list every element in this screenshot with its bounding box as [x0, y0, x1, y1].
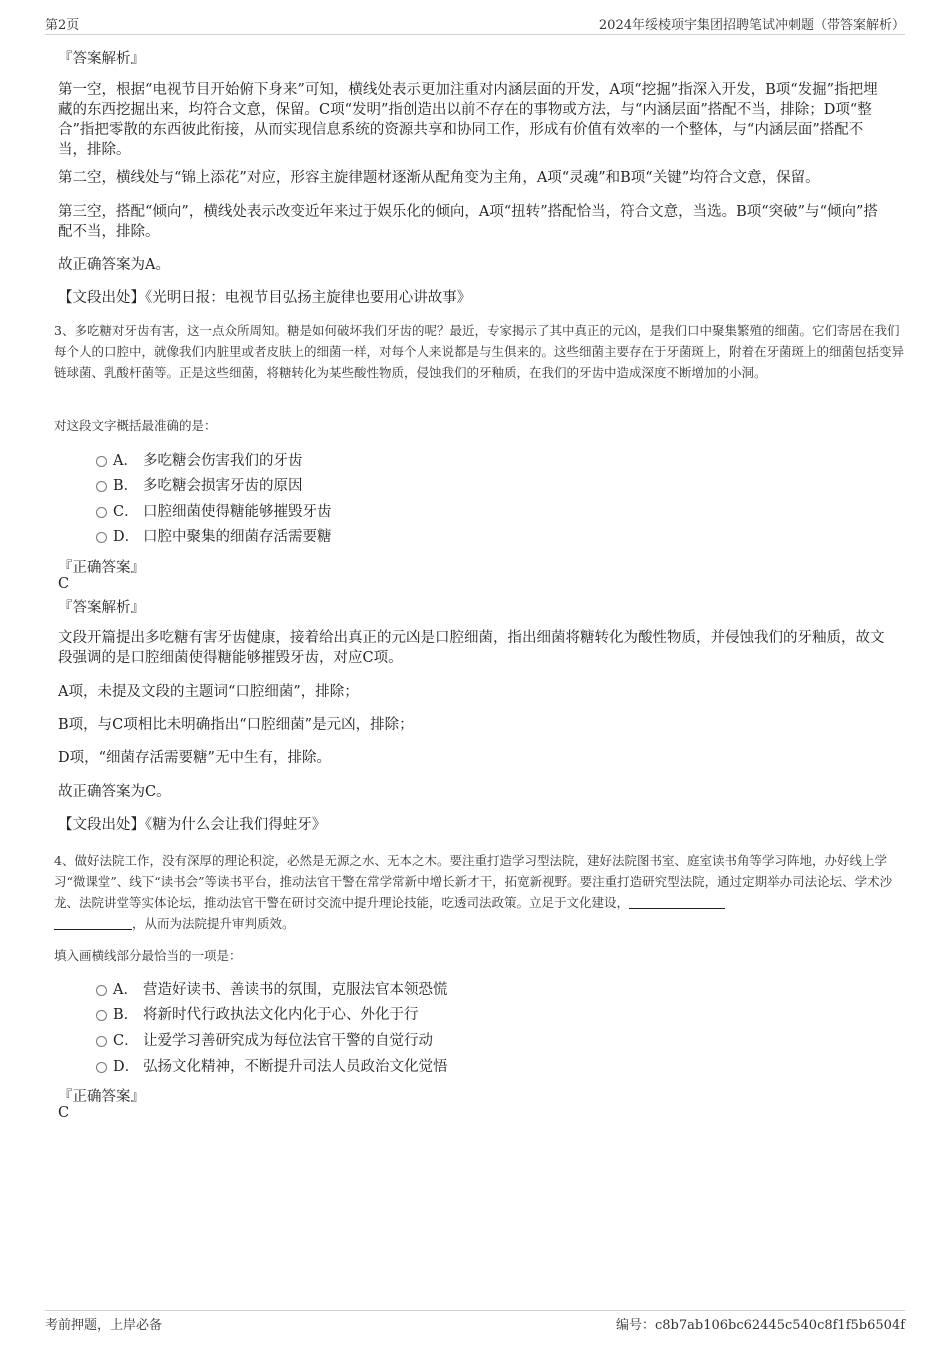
question-4-text-before: 4、做好法院工作，没有深厚的理论积淀，必然是无源之水、无本之木。要注重打造学习型法院，建好法院图书室、庭室读书角等学习阵地，办好线上学习“微课堂”、线下“读书会”等读书平台，推动法官干警在常学常新中增长新才干，拓宽新视野。要注重打造研究型法院，通过定期举办司法论坛、学术沙龙、法院讲堂等实体论坛，推动法官干警在研讨交流中提升理论技能，吃透司法政策。立足于文化建设， [54, 853, 893, 910]
question-4-prompt: 填入画横线部分最恰当的一项是： [54, 948, 242, 963]
radio-button[interactable] [96, 507, 107, 518]
header-divider [45, 34, 905, 35]
option-d[interactable] [96, 526, 332, 548]
correct-answer-label: 『正确答案』 [58, 560, 145, 576]
analysis-conclusion: 故正确答案为A。 [58, 257, 170, 273]
option-b[interactable] [96, 1004, 419, 1026]
option-b[interactable] [96, 475, 303, 497]
analysis-paragraph: B项，与C项相比未明确指出“口腔细菌”是元凶，排除； [58, 717, 414, 733]
radio-button[interactable] [96, 532, 107, 543]
page-number: 第2页 [45, 18, 80, 33]
question-4-text [54, 850, 904, 934]
option-text: 多吃糖会伤害我们的牙齿 [143, 453, 303, 469]
document-id: 编号：c8b7ab106bc62445c540c8f1f5b6504f [615, 1318, 905, 1333]
option-text: 营造好读书、善读书的氛围，克服法官本领恐慌 [143, 982, 448, 998]
footer-slogan: 考前押题，上岸必备 [45, 1318, 163, 1333]
analysis-paragraph: 第一空，根据“电视节目开始俯下身来”可知，横线处表示更加注重对内涵层面的开发，A项“挖掘”指深入开发，B项“发掘”指把埋藏的东西挖掘出来，均符合文意，保留。C项“发明”指创造出以前不存在的事物或方法，与“内涵层面”搭配不当，排除；D项“整合”指把零散的东西彼此衔接，从而实现信息系统的资源共享和协同工作，形成有价值有效率的一个整体，与“内涵层面”搭配不当，排除。 [58, 82, 878, 158]
option-text: 口腔中聚集的细菌存活需要糖 [143, 529, 332, 545]
option-text: 让爱学习善研究成为每位法官干警的自觉行动 [143, 1033, 433, 1049]
option-a[interactable] [96, 979, 448, 1001]
analysis-conclusion: 故正确答案为C。 [58, 784, 171, 800]
analysis-paragraph: 第二空，横线处与“锦上添花”对应，形容主旋律题材逐渐从配角变为主角，A项“灵魂”和B项“关键”均符合文意，保留。 [58, 170, 820, 186]
radio-button[interactable] [96, 456, 107, 467]
option-letter: D． [113, 529, 140, 545]
option-letter: C． [113, 1033, 139, 1049]
option-letter: B． [113, 1007, 139, 1023]
answer-analysis-label: 『答案解析』 [58, 600, 145, 616]
correct-answer: C [58, 1105, 70, 1121]
analysis-paragraph: 文段开篇提出多吃糖有害牙齿健康，接着给出真正的元凶是口腔细菌，指出细菌将糖转化为酸性物质，并侵蚀我们的牙釉质，故文段强调的是口腔细菌使得糖能够摧毁牙齿，对应C项。 [58, 630, 885, 666]
source-citation: 【文段出处】《糖为什么会让我们得蛀牙》 [58, 817, 327, 833]
correct-answer: C [58, 576, 70, 592]
option-text: 多吃糖会损害牙齿的原因 [143, 478, 303, 494]
source-citation: 【文段出处】《光明日报：电视节目弘扬主旋律也要用心讲故事》 [58, 290, 472, 306]
fill-blank-line [629, 894, 725, 909]
document-title: 2024年绥棱项宇集团招聘笔试冲刺题（带答案解析） [598, 18, 905, 33]
option-c[interactable] [96, 1030, 433, 1052]
option-d[interactable] [96, 1056, 448, 1078]
answer-analysis-label: 『答案解析』 [58, 51, 145, 67]
radio-button[interactable] [96, 481, 107, 492]
radio-button[interactable] [96, 1010, 107, 1021]
option-text: 口腔细菌使得糖能够摧毁牙齿 [143, 504, 332, 520]
radio-button[interactable] [96, 1062, 107, 1073]
correct-answer-label: 『正确答案』 [58, 1089, 145, 1105]
analysis-paragraph: A项，未提及文段的主题词“口腔细菌”，排除； [58, 684, 359, 700]
question-3-prompt: 对这段文字概括最准确的是： [54, 418, 217, 433]
option-text: 弘扬文化精神，不断提升司法人员政治文化觉悟 [143, 1059, 448, 1075]
question-3-text: 3、多吃糖对牙齿有害，这一点众所周知。糖是如何破坏我们牙齿的呢？最近，专家揭示了其中真正的元凶，是我们口中聚集繁殖的细菌。它们寄居在我们每个人的口腔中，就像我们内脏里或者皮肤上的细菌一样，对每个人来说都是与生俱来的。这些细菌主要存在于牙菌斑上，附着在牙菌斑上的细菌包括变异链球菌、乳酸杆菌等。正是这些细菌，将糖转化为某些酸性物质，侵蚀我们的牙釉质，在我们的牙齿中造成深度不断增加的小洞。 [54, 323, 905, 380]
analysis-paragraph: D项，“细菌存活需要糖”无中生有，排除。 [58, 750, 331, 766]
radio-button[interactable] [96, 985, 107, 996]
fill-blank-line [54, 915, 132, 930]
footer-divider [45, 1310, 905, 1311]
option-a[interactable] [96, 450, 303, 472]
question-4-text-after: ，从而为法院提升审判质效。 [132, 916, 295, 931]
option-letter: A． [113, 453, 138, 469]
option-letter: C． [113, 504, 139, 520]
radio-button[interactable] [96, 1036, 107, 1047]
option-text: 将新时代行政执法文化内化于心、外化于行 [143, 1007, 419, 1023]
option-letter: A． [113, 982, 138, 998]
option-c[interactable] [96, 501, 332, 523]
analysis-paragraph: 第三空，搭配“倾向”，横线处表示改变近年来过于娱乐化的倾向，A项“扭转”搭配恰当，符合文意，当选。B项“突破”与“倾向”搭配不当，排除。 [58, 204, 878, 240]
option-letter: D． [113, 1059, 140, 1075]
option-letter: B． [113, 478, 139, 494]
